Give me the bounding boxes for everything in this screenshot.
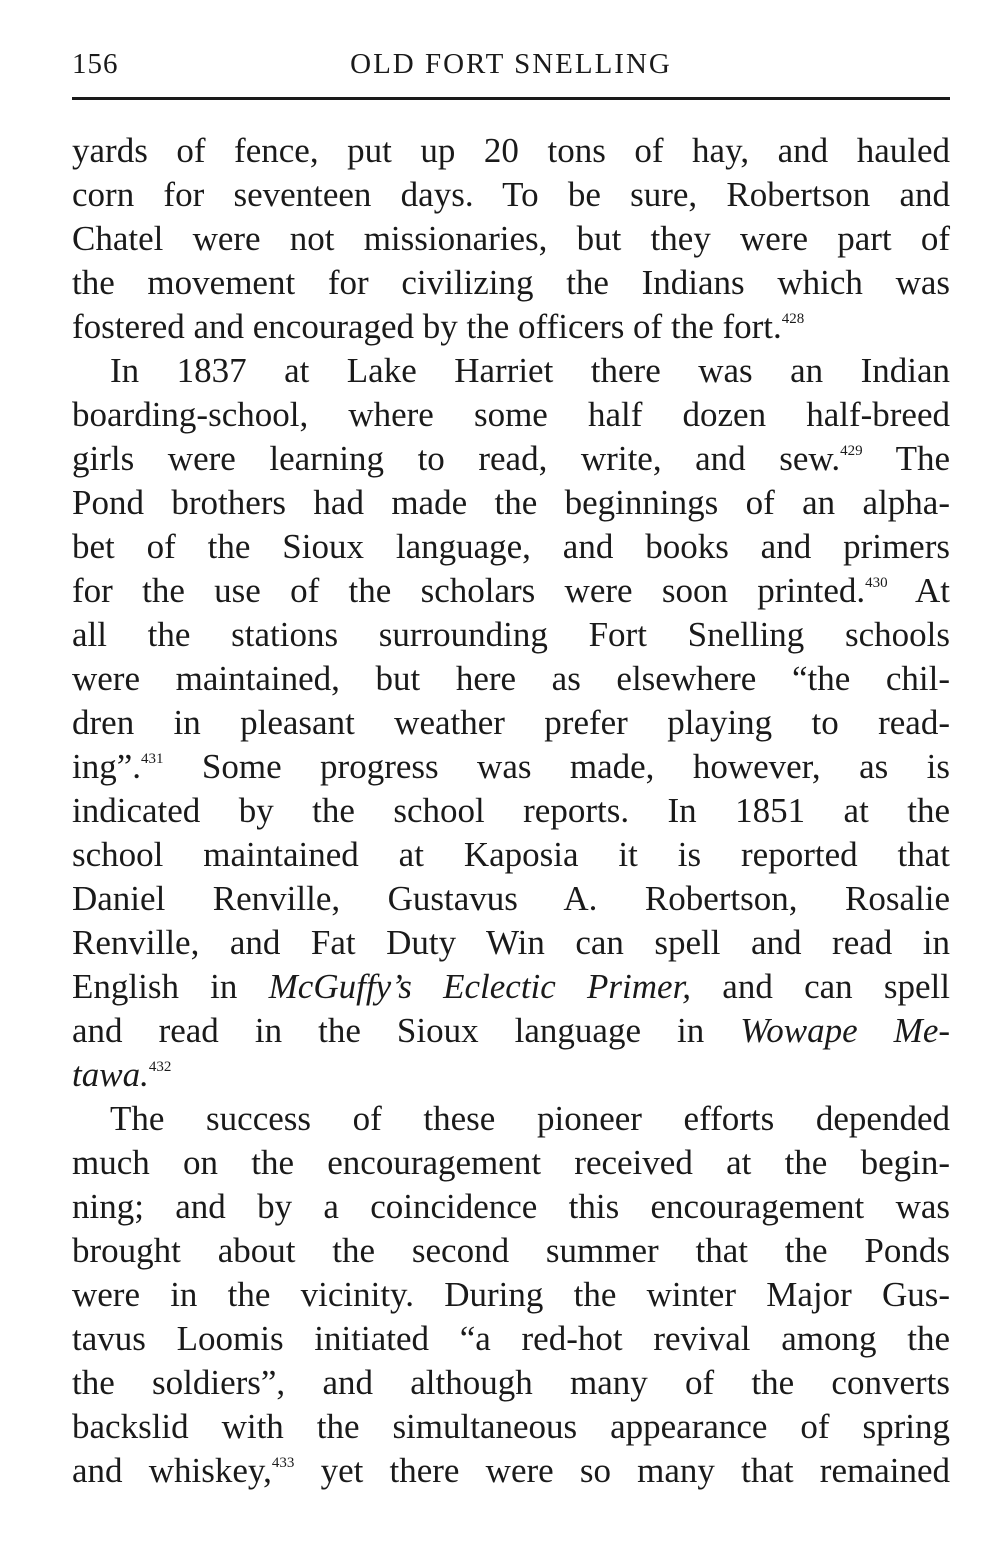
text-run: for the use of the scholars were soon printed. <box>72 571 866 610</box>
footnote-ref: 433 <box>271 1455 295 1471</box>
footnote-ref: 431 <box>141 751 164 767</box>
page-number: 156 <box>72 48 119 80</box>
italic-title: tawa. <box>72 1055 149 1094</box>
book-title: OLD FORT SNELLING <box>350 48 672 80</box>
footnote-ref: 429 <box>840 443 863 459</box>
text-line: bet of the Sioux language, and books and primers <box>72 527 950 566</box>
text-run: and read in the Sioux language in <box>72 1011 741 1050</box>
text-line: backslid with the simultaneous appearance of spring <box>72 1407 950 1446</box>
text-line <box>72 965 950 1009</box>
text-run: girls were learning to read, write, and sew. <box>72 439 841 478</box>
text-line: the movement for civilizing the Indians which was <box>72 263 950 302</box>
text-line: school maintained at Kaposia it is reported that <box>72 835 950 874</box>
footnote-ref: 430 <box>865 575 888 591</box>
text-run: and whiskey, <box>72 1451 272 1490</box>
text-line: ning; and by a coincidence this encouragement was <box>72 1187 950 1226</box>
body-text <box>72 129 950 1493</box>
text-line <box>72 1053 950 1097</box>
running-head <box>72 48 950 88</box>
text-line: much on the encouragement received at the begin- <box>72 1143 950 1182</box>
text-line: Pond brothers had made the beginnings of an alpha- <box>72 483 950 522</box>
text-line: In 1837 at Lake Harriet there was an Indian <box>110 351 950 390</box>
text-line <box>72 745 950 789</box>
footnote-ref: 428 <box>781 311 805 327</box>
text-line <box>72 1449 950 1493</box>
text-line: Daniel Renville, Gustavus A. Robertson, Rosalie <box>72 879 950 918</box>
text-line: tavus Loomis initiated “a red-hot revival among the <box>72 1319 950 1358</box>
text-line: yards of fence, put up 20 tons of hay, and hauled <box>72 131 950 170</box>
text-line <box>72 305 950 349</box>
text-line: Chatel were not missionaries, but they were part of <box>72 219 950 258</box>
text-run: English in <box>72 967 269 1006</box>
text-run: and can spell <box>691 967 950 1006</box>
footnote-ref: 432 <box>148 1059 172 1075</box>
text-line: Renville, and Fat Duty Win can spell and read in <box>72 923 950 962</box>
text-run: fostered and encouraged by the officers of the fort. <box>72 307 782 346</box>
text-line <box>72 437 950 481</box>
italic-title: Wowape Me- <box>740 1011 951 1050</box>
text-line: dren in pleasant weather prefer playing to read- <box>72 703 950 742</box>
text-run: yet there were so many that remained <box>294 1451 951 1490</box>
text-line: the soldiers”, and although many of the converts <box>72 1363 950 1402</box>
text-run: The <box>862 439 950 478</box>
text-line: indicated by the school reports. In 1851 at the <box>72 791 950 830</box>
text-run: At <box>887 571 950 610</box>
text-line: were in the vicinity. During the winter Major Gus- <box>72 1275 950 1314</box>
text-line: all the stations surrounding Fort Snelling schools <box>72 615 950 654</box>
text-run: Some progress was made, however, as is <box>163 747 950 786</box>
header-rule <box>72 97 950 100</box>
text-run: ing”. <box>72 747 142 786</box>
text-line: brought about the second summer that the Ponds <box>72 1231 950 1270</box>
text-line: were maintained, but here as elsewhere “the chil- <box>72 659 950 698</box>
text-line <box>72 1009 950 1053</box>
text-line: corn for seventeen days. To be sure, Robertson and <box>72 175 950 214</box>
text-line: boarding-school, where some half dozen half-breed <box>72 395 950 434</box>
text-line <box>72 569 950 613</box>
italic-title: McGuffy’s Eclectic Primer, <box>268 967 692 1006</box>
text-line: The success of these pioneer efforts depended <box>110 1099 950 1138</box>
